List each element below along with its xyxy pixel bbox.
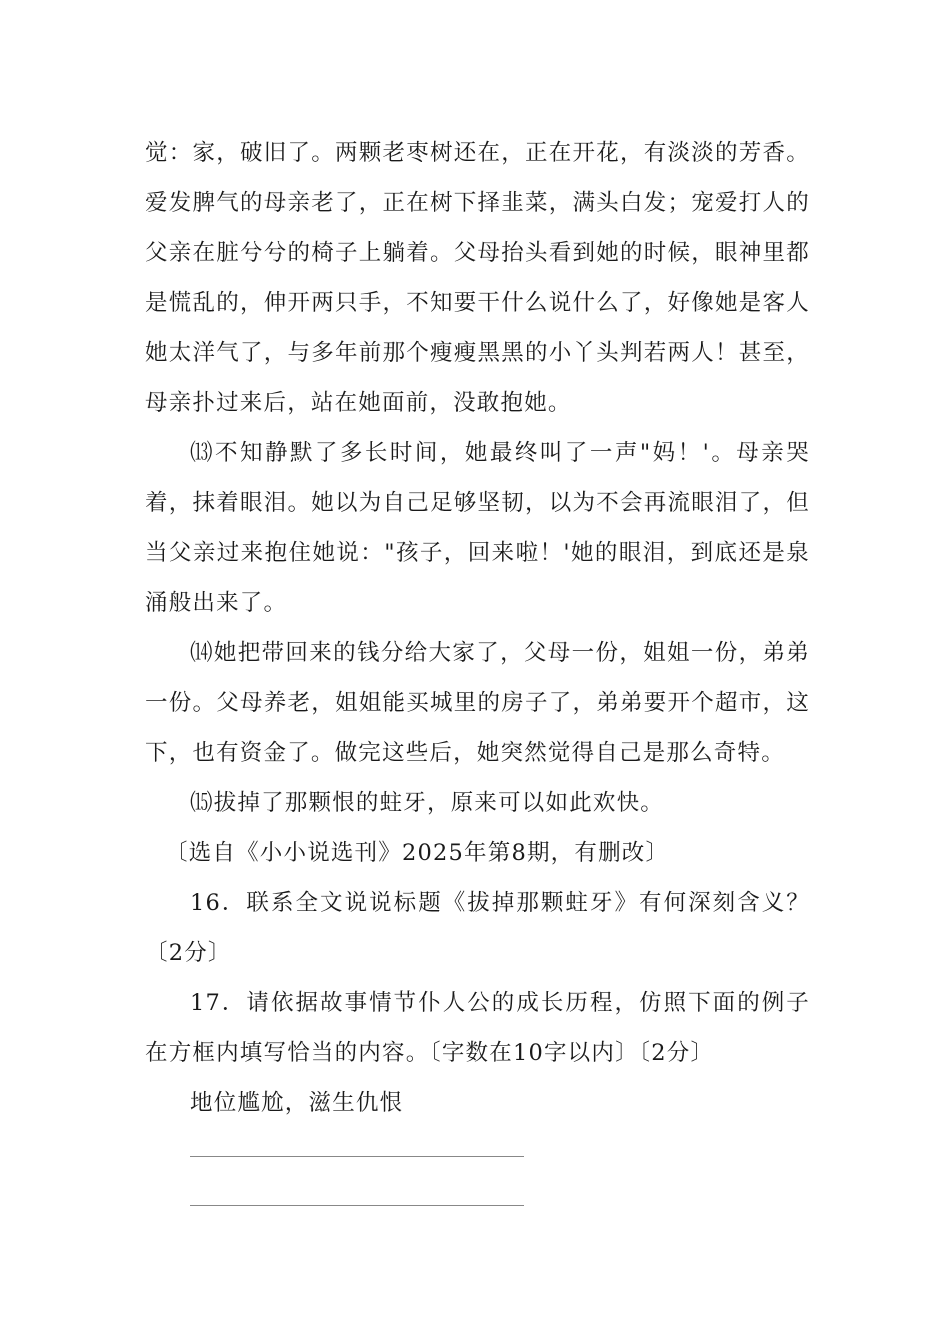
document-body [145,128,810,1128]
paragraph-15: ⒂拔掉了那颗恨的蛀牙，原来可以如此欢快。 [190,790,665,816]
paragraph-13: ⒀不知静默了多长时间，她最终叫了一声"妈！'。母亲哭着，抹着眼泪。她以为自己足够坚韧，以为不会再流眼泪了，但当父亲过来抱住她说："孩子，回来啦！'她的眼泪，到底还是泉涌般出来了。 [145,440,810,616]
question-16: 16．联系全文说说标题《拔掉那颗蛀牙》有何深刻含义？〔2分〕 [145,890,810,966]
source-citation: 〔选自《小小说选刊》2025年第8期，有删改〕 [165,840,670,866]
paragraph-14: ⒁她把带回来的钱分给大家了，父母一份，姐姐一份，弟弟一份。父母养老，姐姐能买城里的房子了，弟弟要开个超市，这下，也有资金了。做完这些后，她突然觉得自己是那么奇特。 [145,640,810,766]
paragraph-12-continued: 觉：家，破旧了。两颗老枣树还在，正在开花，有淡淡的芳香。爱发脾气的母亲老了，正在树下择韭菜，满头白发；宠爱打人的父亲在脏兮兮的椅子上躺着。父母抬头看到她的时候，眼神里都是慌乱的，伸开两只手，不知要干什么说什么了，好像她是客人她太洋气了，与多年前那个瘦瘦黑黑的小丫头判若两人！甚至，母亲扑过来后，站在她面前，没敢抱她。 [145,140,810,416]
answer-blank-line-2[interactable] [190,1205,524,1206]
example-answer: 地位尴尬，滋生仇恨 [190,1090,404,1116]
question-17: 17．请依据故事情节仆人公的成长历程，仿照下面的例子在方框内填写恰当的内容。〔字数在10字以内〕〔2分〕 [145,990,810,1066]
answer-blank-line-1[interactable] [190,1156,524,1157]
